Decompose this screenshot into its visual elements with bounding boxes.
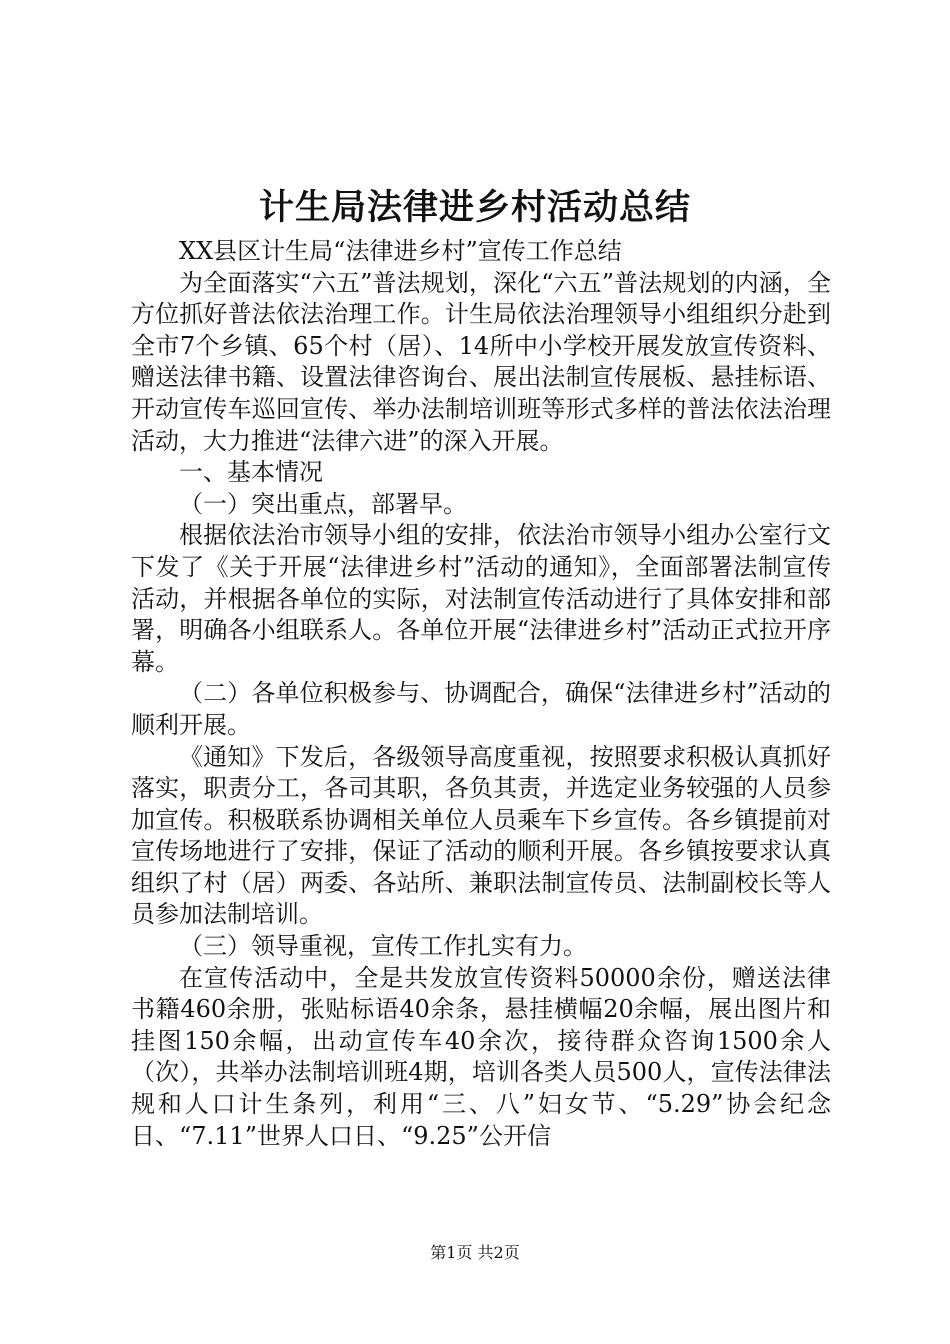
document-title: 计生局法律进乡村活动总结 — [258, 187, 691, 228]
section-heading: 一、基本情况 — [179, 458, 323, 487]
paragraph: 根据依法治市领导小组的安排，依法治市领导小组办公室行文下发了《关于开展“法律进乡村”活动的通知》，全面部署法制宣传活动，并根据各单位的实际，对法制宣传活动进行了具体安排和部署，明确各小组联系人。各单位开展“法律进乡村”活动正式拉开序幕。 — [131, 521, 831, 676]
paragraph: 在宣传活动中，全是共发放宣传资料50000余份，赠送法律书籍460余册，张贴标语40余条，悬挂横幅20余幅，展出图片和挂图150余幅，出动宣传车40余次，接待群众咨询1500余人（次），共举办法制培训班4期，培训各类人员500人，宣传法律法规和人口计生条列，利用“三、八”妇女节、“5.29”协会纪念日、“7.11”世界人口日、“9.25”公开信 — [131, 963, 831, 1150]
document-subtitle: XX县区计生局“法律进乡村”宣传工作总结 — [179, 237, 622, 265]
document-body — [131, 236, 831, 1152]
subsection-heading: （三）领导重视，宣传工作扎实有力。 — [179, 932, 587, 961]
page-footer: 第1页 共2页 — [430, 1243, 520, 1262]
paragraph: 为全面落实“六五”普法规划，深化“六五”普法规划的内涵，全方位抓好普法依法治理工作。计生局依法治理领导小组组织分赴到全市7个乡镇、65个村（居）、14所中小学校开展发放宣传资料、赠送法律书籍、设置法律咨询台、展出法制宣传展板、悬挂标语、开动宣传车巡回宣传、举办法制培训班等形式多样的普法依法治理活动，大力推进“法律六进”的深入开展。 — [131, 268, 831, 455]
subsection-heading: （一）突出重点，部署早。 — [179, 489, 467, 518]
subsection-heading: （二）各单位积极参与、协调配合，确保“法律进乡村”活动的顺利开展。 — [131, 679, 831, 739]
paragraph: 《通知》下发后，各级领导高度重视，按照要求积极认真抓好落实，职责分工，各司其职，各负其责，并选定业务较强的人员参加宣传。积极联系协调相关单位人员乘车下乡宣传。各乡镇提前对宣传场地进行了安排，保证了活动的顺利开展。各乡镇按要求认真组织了村（居）两委、各站所、兼职法制宣传员、法制副校长等人员参加法制培训。 — [131, 742, 831, 929]
